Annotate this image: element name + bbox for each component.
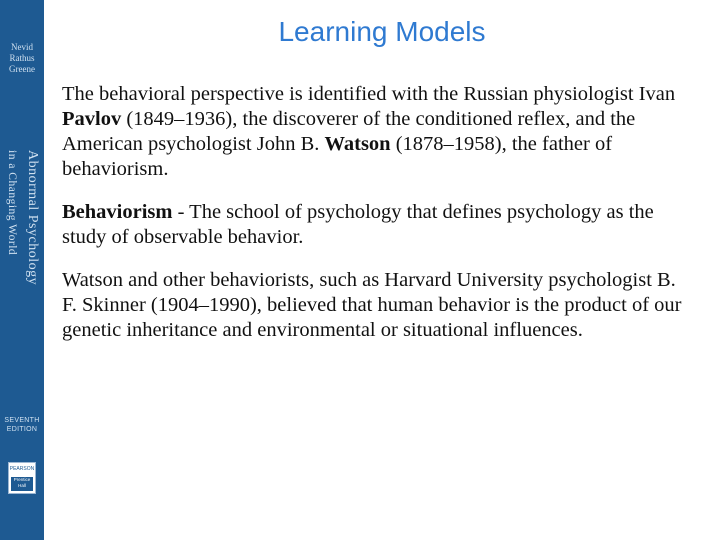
- edition-label: [0, 416, 44, 434]
- book-title-line1: Abnormal Psychology: [25, 150, 40, 286]
- text-run: The behavioral perspective is identified with the Russian physiologist Ivan: [62, 83, 676, 105]
- name-pavlov: Pavlov: [62, 108, 122, 130]
- edition-line2: EDITION: [6, 426, 38, 433]
- author-name: Rathus: [9, 53, 35, 63]
- paragraph-behavioral-perspective: [62, 82, 682, 182]
- term-behaviorism: Behaviorism: [62, 201, 173, 223]
- paragraph-behaviorism-definition: [62, 200, 682, 250]
- paragraph-watson-skinner: Watson and other behaviorists, such as Harvard University psychologist B. F. Skinner (1904–1990), believed that human behavior is the product of our genetic inheritance and environmental or situational influences.: [62, 269, 682, 341]
- author-names: [0, 42, 44, 75]
- publisher-name: PEARSON: [9, 466, 35, 472]
- publisher-logo: [8, 462, 36, 494]
- publisher-imprint: Prentice Hall: [11, 477, 33, 491]
- author-name: Greene: [9, 64, 35, 74]
- book-sidebar: [0, 0, 44, 540]
- text-run: (1878–1958), the father of behaviorism.: [62, 133, 613, 180]
- edition-line1: SEVENTH: [4, 417, 40, 424]
- slide-body: [62, 82, 682, 361]
- text-run: (1849–1936), the discoverer of the conditioned reflex, and the American psychologist John B.: [62, 108, 636, 155]
- book-title: [4, 150, 40, 330]
- slide-title: Learning Models: [278, 16, 486, 47]
- author-name: Nevid: [11, 42, 33, 52]
- book-title-line2: in a Changing World: [6, 150, 18, 256]
- definition-text: - The school of psychology that defines psychology as the study of observable behavior.: [62, 201, 654, 248]
- name-watson: Watson: [324, 133, 391, 155]
